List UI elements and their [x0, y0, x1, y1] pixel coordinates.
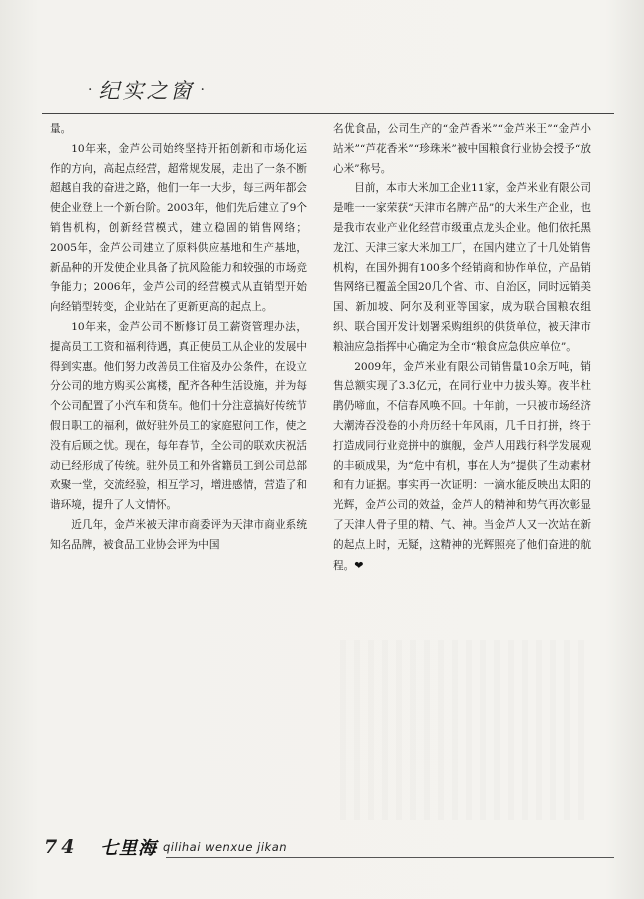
faint-background-photo — [340, 640, 590, 820]
header-dot-left: · — [88, 82, 93, 98]
paragraph-text: 2009年，金芦米业有限公司销售量10余万吨，销售总额实现了3.3亿元，在同行业中力拔头筹。夜半杜鹃仍啼血，不信春风唤不回。十年前，一只被市场经济大潮涛吞没卷的小舟历经十年风雨，几千日打拼，终于打造成同行业竞拼中的旗舰，金芦人用践行科学发展观的丰硕成果，为“危中有机，事在人为”提供了生动素材和有力证据。事实再一次证明：一滴水能反映出太阳的光辉，金芦公司的效益，金芦人的精神和势气再次彰显了天津人骨子里的精、气、神。当金芦人又一次站在新的起点上时，无疑，这精神的光辉照亮了他们奋进的航程。 — [333, 360, 591, 572]
paragraph: 10年来，金芦公司不断修订员工薪资管理办法，提高员工工资和福利待遇，真正使员工从企业的发展中得到实惠。他们努力改善员工住宿及办公条件，在设立分公司的地方购买公寓楼，配齐各种生活设施，并为每个公司配置了小汽车和货车。他们十分注意搞好传统节假日职工的福利，做好驻外员工的家庭慰问工作，使之没有后顾之忧。现在，每年春节，全公司的联欢庆祝活动已经形成了传统。驻外员工和外省籍员工到公司总部欢聚一堂，交流经验，相互学习，增进感情，营造了和谐环境，提升了人文情怀。 — [50, 320, 307, 512]
section-title: 纪实之窗 — [98, 79, 195, 103]
paragraph: 10年来，金芦公司始终坚持开拓创新和市场化运作的方向，高起点经营，超常规发展，走出了一条不断超越自我的奋进之路，他们一年一大步，每三两年都会使企业登上一个新台阶。2003年，他们先后建立了9个销售机构，创新经营模式，建立稳固的销售网络；2005年，金芦公司建立了原料供应基地和生产基地，新品种的开发使企业具备了抗风险能力和较强的市场竞争能力；2006年，金芦公司的经营模式从直销型开始向经销型转变，企业站在了更新更高的起点上。 — [50, 142, 307, 314]
paragraph-final — [333, 358, 591, 577]
paragraph: 目前，本市大米加工企业11家，金芦米业有限公司是唯一一家荣获“天津市名牌产品”的大米生产企业，也是我市农业产业化经营市级重点龙头企业。他们依托黑龙江、天津三家大米加工厂，在国内建立了十几处销售机构，在国外拥有100多个经销商和协作单位，产品销售网络已覆盖全国20几个省、市、自治区，同时远销美国、新加坡、阿尔及利亚等国家，成为联合国粮农组织、联合国开发计划署采购组织的供货单位，被天津市粮油应急指挥中心确定为全市“粮食应急供应单位”。 — [333, 182, 591, 353]
page-number: 74 — [44, 836, 79, 858]
magazine-logo: 七里海 — [100, 838, 157, 859]
left-column — [50, 120, 307, 556]
footer-divider — [166, 857, 614, 858]
header-dot-right: · — [200, 82, 205, 98]
header-divider — [42, 113, 614, 114]
section-header — [88, 72, 205, 108]
paragraph: 量。 — [50, 123, 72, 135]
heart-icon: ❤ — [354, 558, 364, 572]
right-column — [333, 120, 591, 576]
paragraph: 近几年，金芦米被天津市商委评为天津市商业系统知名品牌，被食品工业协会评为中国 — [50, 518, 307, 551]
magazine-pinyin: qilihai wenxue jikan — [163, 840, 288, 854]
paragraph: 名优食品，公司生产的“金芦香米”“金芦米王”“金芦小站米”“芦花香米”“珍珠米”被中国粮食行业协会授予“放心米”称号。 — [333, 123, 591, 175]
page-footer — [44, 835, 614, 859]
